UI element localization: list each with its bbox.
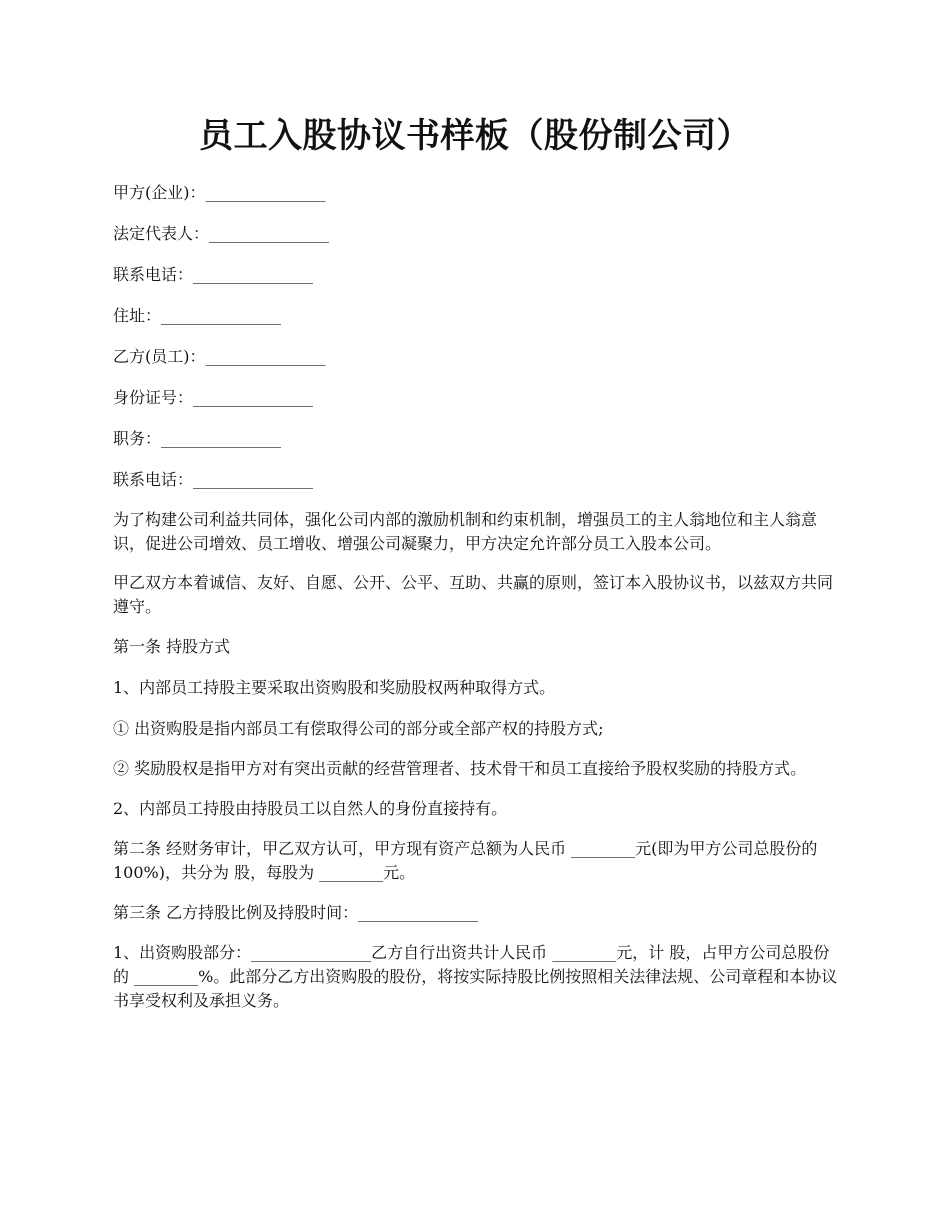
article-2: 第二条 经财务审计，甲乙双方认可，甲方现有资产总额为人民币 ________元(即为甲方公司总股份的 100%)，共分为 股，每股为 ________元。 [113,839,818,882]
article-3-heading: 第三条 乙方持股比例及持股时间：_______________ [113,903,479,922]
article-1-item-1a: ① 出资购股是指内部员工有偿取得公司的部分或全部产权的持股方式; [113,719,604,738]
paragraph-principles: 甲乙双方本着诚信、友好、自愿、公开、公平、互助、共赢的原则，签订本入股协议书，以兹双方共同遵守。 [113,573,834,616]
document-title: 员工入股协议书样板（股份制公司） [199,116,751,156]
article-1-item-1b: ② 奖励股权是指甲方对有突出贡献的经营管理者、技术骨干和员工直接给予股权奖励的持股方式。 [113,759,807,778]
field-id-number: 身份证号：_______________ [113,388,314,407]
field-party-b-employee: 乙方(员工)：_______________ [113,347,326,366]
field-party-a-phone: 联系电话：_______________ [113,265,314,284]
field-legal-representative: 法定代表人：_______________ [113,224,330,243]
paragraph-purpose: 为了构建公司利益共同体，强化公司内部的激励机制和约束机制，增强员工的主人翁地位和主人翁意识，促进公司增效、员工增收、增强公司凝聚力，甲方决定允许部分员工入股本公司。 [113,510,818,553]
article-3-item-1: 1、出资购股部分：_______________乙方自行出资共计人民币 ________元，计 股，占甲方公司总股份的 ________%。此部分乙方出资购股的股份，将按实际持股比例按照相关法律法规、公司章程和本协议书享受权利及承担义务。 [113,943,838,1010]
field-party-b-phone: 联系电话：_______________ [113,470,314,489]
field-position: 职务：_______________ [113,429,282,448]
article-1-item-2: 2、内部员工持股由持股员工以自然人的身份直接持有。 [113,799,508,818]
document-body [113,180,838,1028]
field-party-a-company: 甲方(企业)：_______________ [113,183,326,202]
field-address: 住址：_______________ [113,306,282,325]
article-1-heading: 第一条 持股方式 [113,637,231,656]
article-1-item-1: 1、内部员工持股主要采取出资购股和奖励股权两种取得方式。 [113,678,556,697]
